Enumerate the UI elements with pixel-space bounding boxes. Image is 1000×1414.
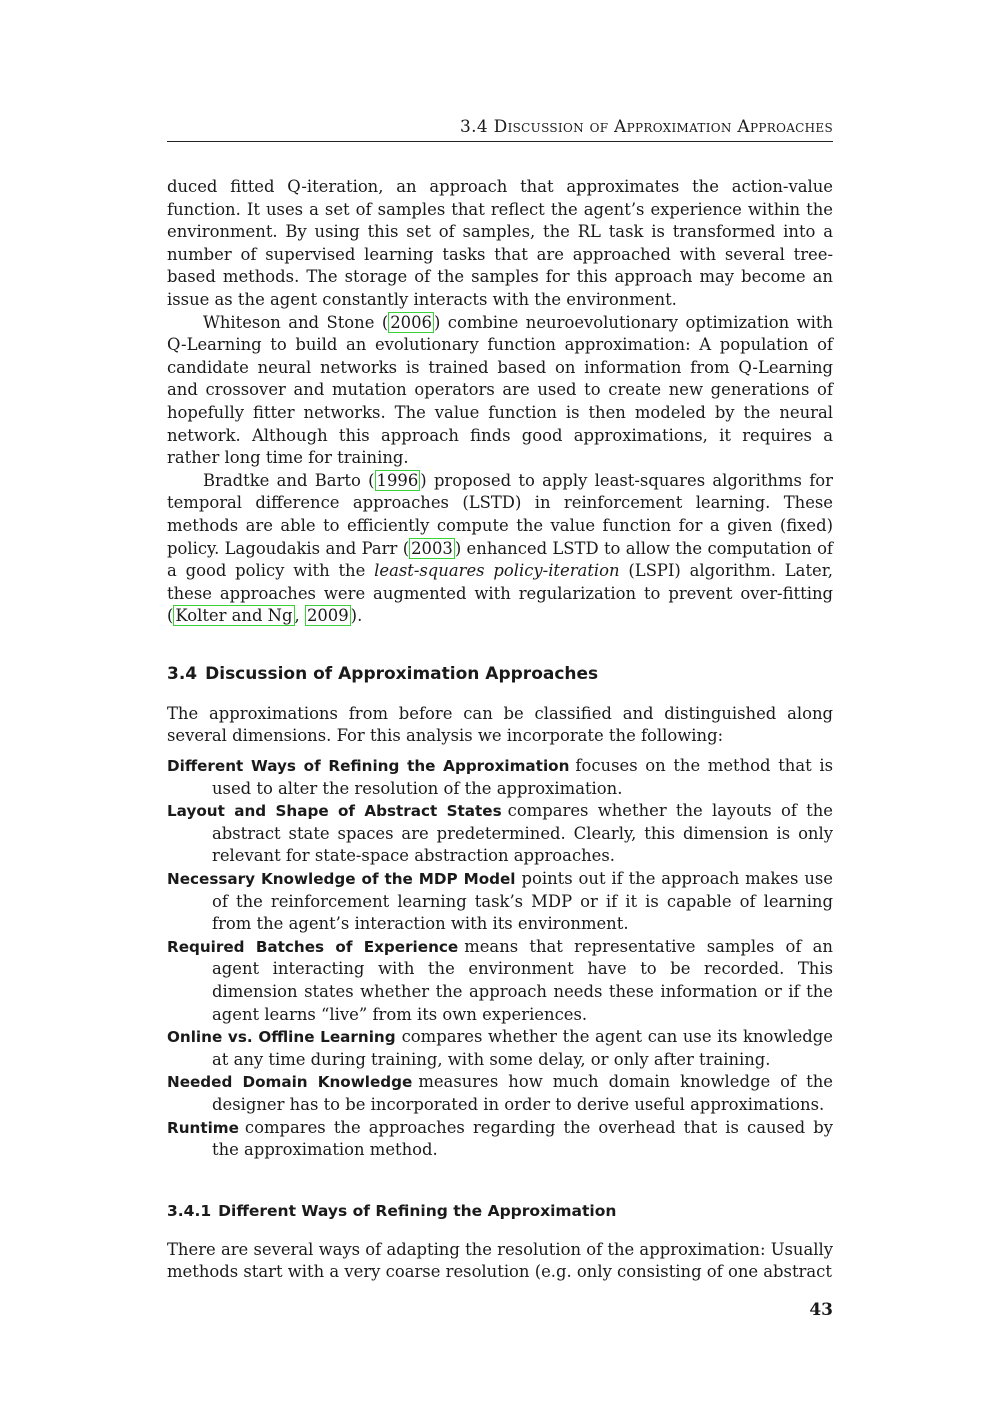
section-title: Discussion of Approximation Approaches <box>205 663 599 684</box>
paragraph-whiteson-stone <box>167 312 833 470</box>
paragraph-text: ). <box>350 606 363 626</box>
emphasis-lspi: least-squares policy-iteration <box>374 561 620 581</box>
dimension-term: Necessary Knowledge of the MDP Model <box>167 870 516 889</box>
list-item <box>167 936 833 1026</box>
list-item <box>167 800 833 868</box>
dimension-description: focuses on the method that is used to alter the resolution of the approximation. <box>212 756 833 798</box>
dimension-term: Needed Domain Knowledge <box>167 1073 413 1092</box>
paragraph-text: , <box>294 606 305 626</box>
list-item <box>167 1026 833 1071</box>
header-rule <box>167 141 833 142</box>
section-intro: The approximations from before can be classified and distinguished along several dimensions. For this analysis we incorporate the following: <box>167 703 833 746</box>
section-number: 3.4 <box>167 663 198 684</box>
list-item <box>167 1071 833 1116</box>
subsection-title: Different Ways of Refining the Approximation <box>218 1201 617 1220</box>
subsection-paragraph: There are several ways of adapting the resolution of the approximation: Usually methods start with a very coarse resolution (e.g. only consisting of one abstract <box>167 1239 833 1282</box>
paragraph-text: ) enhanced LSTD to allow the computation of a good policy with the <box>167 538 833 581</box>
main-text <box>167 176 833 1284</box>
running-head: 3.4 Discussion of Approximation Approaches <box>460 117 833 137</box>
paragraph-lstd <box>167 470 833 628</box>
subsection-number: 3.4.1 <box>167 1201 212 1220</box>
dimension-description: measures how much domain knowledge of the designer has to be incorporated in order to derive useful approximations. <box>212 1072 833 1114</box>
subsection-heading <box>167 1199 833 1223</box>
dimension-term: Layout and Shape of Abstract States <box>167 802 502 821</box>
paragraph-fitted-q-iteration: duced fitted Q-iteration, an approach that approximates the action-value function. It uses a set of samples that reflect the agent’s experience within the environment. By using this set of samples, the RL task is transformed into a number of supervised learning tasks that are approached with several tree-based methods. The storage of the samples for this approach may become an issue as the agent constantly interacts with the environment. <box>167 177 833 309</box>
dimension-description: points out if the approach makes use of the reinforcement learning task’s MDP or if it is capable of learning from the agent’s interaction with its environment. <box>212 869 833 934</box>
list-item <box>167 1117 833 1162</box>
citation-link-2009[interactable]: 2009 <box>306 606 349 626</box>
paragraph-text: ) combine neuroevolutionary optimization with Q-Learning to build an evolutionary function approximation: A population of candidate neural networks is trained based on information from Q-Learning and crossover and mutation operators are used to create new generations of hopefully fitter networks. The value function is then modeled by the neural network. Although this approach finds good approximations, it requires a rather long time for training. <box>167 312 833 468</box>
dimensions-list <box>167 755 833 1162</box>
citation-link-1996[interactable]: 1996 <box>376 470 419 490</box>
dimension-term: Required Batches of Experience <box>167 937 459 956</box>
dimension-description: compares the approaches regarding the overhead that is caused by the approximation method. <box>212 1117 833 1160</box>
dimension-description: compares whether the layouts of the abstract state spaces are predetermined. Clearly, this dimension is only relevant for state-space abstraction approaches. <box>212 801 833 866</box>
paragraph-text: (LSPI) algorithm. Later, these approaches were augmented with regularization to prevent over-fitting ( <box>167 561 833 626</box>
dimension-term: Runtime <box>167 1118 239 1137</box>
citation-link-kolter-ng[interactable]: Kolter and Ng <box>175 606 293 626</box>
paragraph-text: Bradtke and Barto ( <box>203 470 375 490</box>
paragraph-text: ) proposed to apply least-squares algorithms for temporal difference approaches (LSTD) in reinforcement learning. These methods are able to efficiently compute the value function for a given (fixed) policy. Lagoudakis and Parr ( <box>167 470 833 558</box>
list-item <box>167 868 833 936</box>
citation-link-2006[interactable]: 2006 <box>390 312 432 332</box>
dimension-description: means that representative samples of an agent interacting with the environment have to be recorded. This dimension states whether the approach needs these information or if the agent learns “live” from its own experiences. <box>212 936 833 1024</box>
dimension-term: Online vs. Offline Learning <box>167 1028 396 1047</box>
section-heading <box>167 661 833 687</box>
citation-link-2003[interactable]: 2003 <box>411 538 453 558</box>
dimension-term: Different Ways of Refining the Approximation <box>167 757 570 776</box>
list-item <box>167 755 833 800</box>
dimension-description: compares whether the agent can use its knowledge at any time during training, with some delay, or only after training. <box>212 1027 833 1069</box>
paragraph-text: Whiteson and Stone ( <box>203 312 389 332</box>
page-number: 43 <box>809 1300 833 1320</box>
